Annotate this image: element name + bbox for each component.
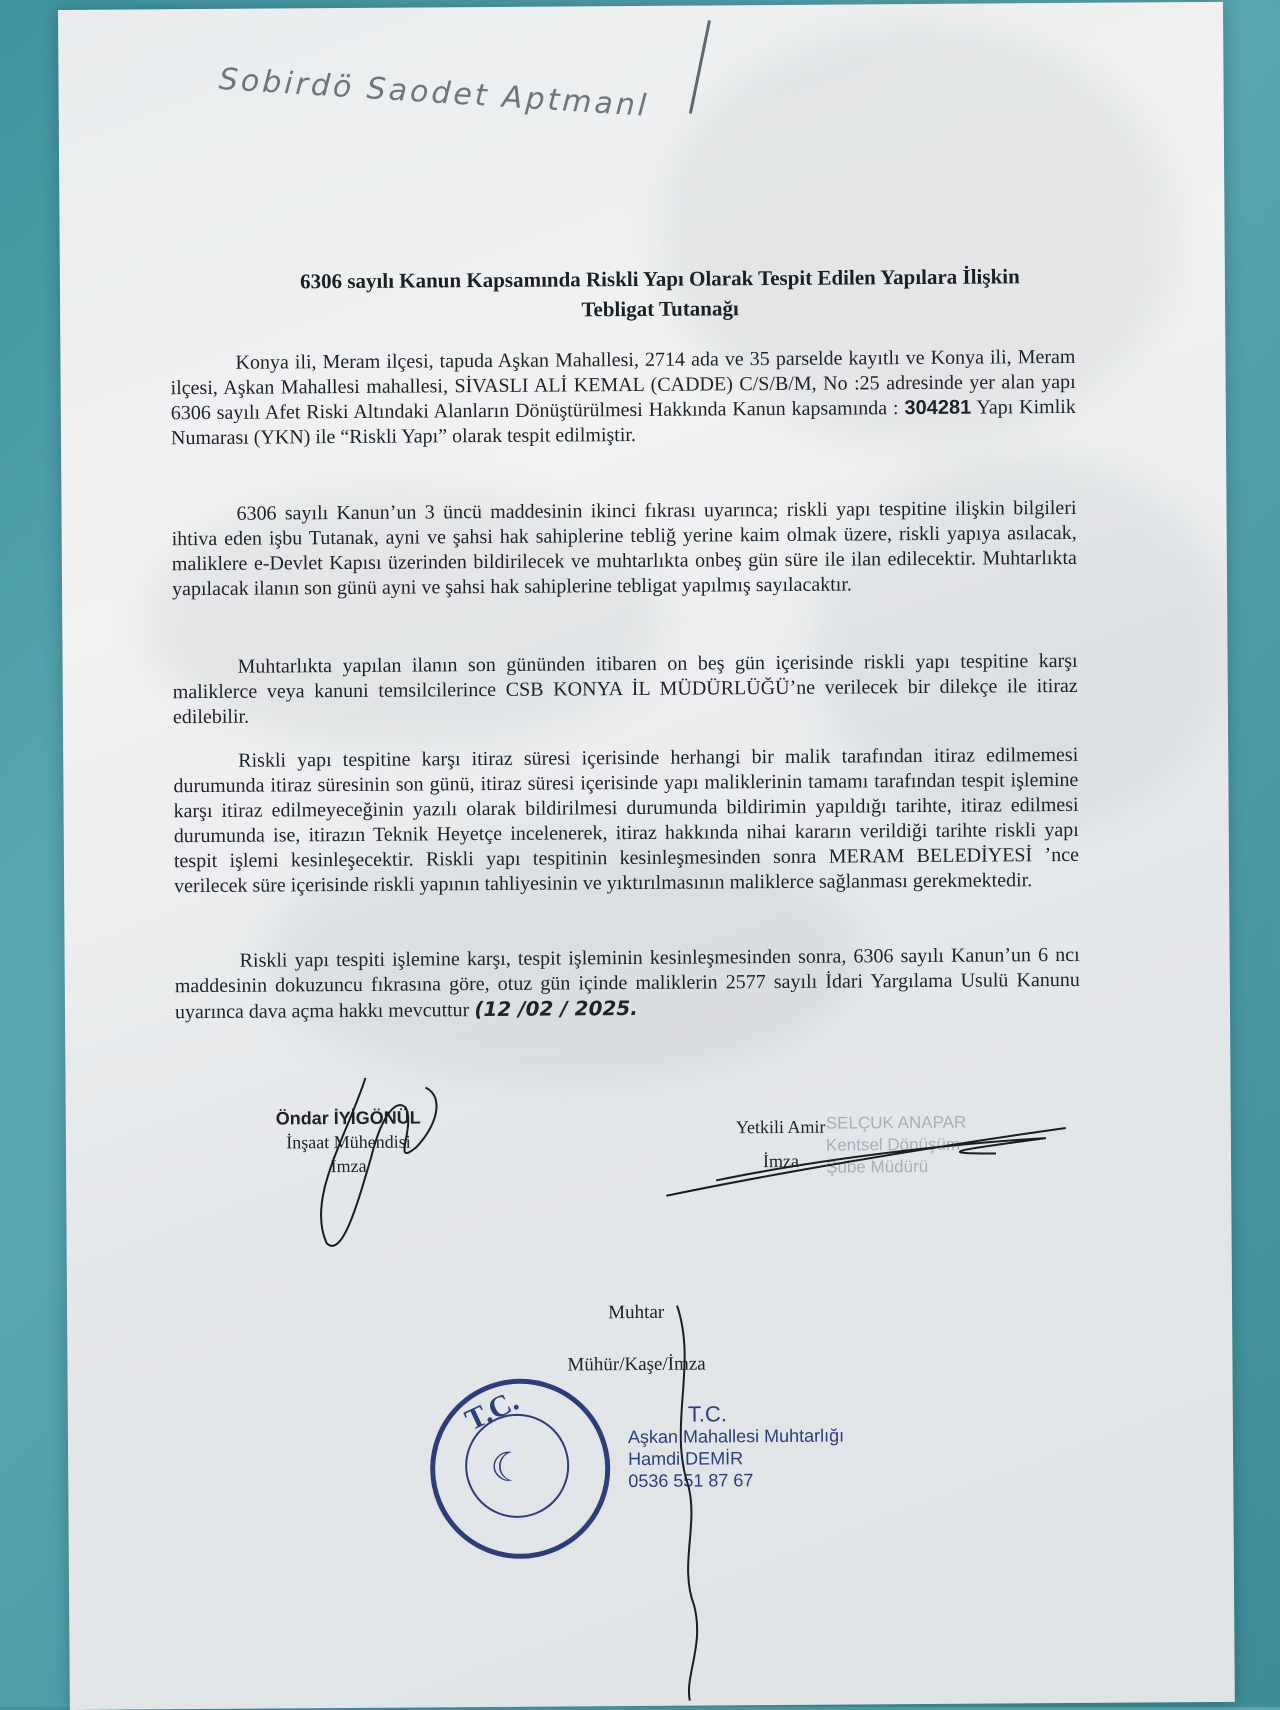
handwritten-date: (12 /02 / 2025. (474, 995, 638, 1022)
paragraph-3: Muhtarlıkta yapılan ilanın son gününden itibaren on beş gün içerisinde riskli yapı tespitine karşı maliklerce veya kanuni temsilcilerince CSB KONYA İL MÜDÜRLÜĞÜ’ne verilecek bir dilekçe ile itiraz edilebilir. (172, 649, 1078, 729)
engineer-role: İnşaat Mühendisi (286, 1131, 411, 1153)
paragraph-1: Konya ili, Meram ilçesi, tapuda Aşkan Mahallesi, 2714 ada ve 35 parselde kayıtlı ve Konya ili, Meram ilçesi, Aşkan Mahallesi mahallesi, SİVASLI ALİ KEMAL (CADDE) C/S/B/M, No :25 adresinde yer alan yapı 6306 sayılı Afet Riski Altındaki Alanların Dönüştürülmesi Hakkında Kanun kapsamında : 304281 Yapı Kimlik Numarası (YKN) ile “Riskli Yapı” olarak tespit edilmiştir. (170, 345, 1076, 450)
muhtar-signature-scribble (657, 1305, 720, 1705)
engineer-signature-scribble (285, 1057, 486, 1258)
paragraph-2: 6306 sayılı Kanun’un 3 üncü maddesinin ikinci fıkrası uyarınca; riskli yapı tespitine ilişkin bilgileri ihtiva eden işbu Tutanak, ayni ve şahsi hak sahiplerine tebliğ yerine kaim olmak üzere, riskli yapıya asılacak, maliklere e-Devlet Kapısı üzerinden bildirilecek ve muhtarlıkta onbeş gün süre ile ilan edilecektir. Muhtarlıkta yapılacak ilanın son günü ayni ve şahsi hak sahiplerine tebligat yapılmış sayılacaktır. (171, 496, 1077, 601)
title-line-2: Tebligat Tutanağı (581, 296, 739, 322)
document-title (210, 261, 1110, 327)
paragraph-5: Riskli yapı tespiti işlemine karşı, tespit işleminin kesinleşmesinden sonra, 6306 sayılı Kanun’un 6 ncı maddesinin dokuzuncu fıkrasına göre, otuz gün içinde maliklerin 2577 sayılı İdari Yargılama Usulü Kanunu uyarınca dava açma hakkı mevcuttur (12 /02 / 2025. (174, 943, 1080, 1024)
engineer-name: Öndar İYİGÖNÜL (275, 1107, 421, 1129)
muhtar-stamp-text: T.C. Aşkan Mahallesi Muhtarlığı Hamdi DEMİR 0536 551 87 67 (627, 1401, 845, 1492)
muhtar-title: Muhtar (608, 1301, 665, 1324)
title-line-1: 6306 sayılı Kanun Kapsamında Riskli Yapı Olarak Tespit Edilen Yapılara İlişkin (299, 264, 1020, 294)
handwritten-note: Sobirdö Saodet Aptmanl (217, 61, 651, 124)
muhtar-sign-label: Mühür/Kaşe/İmza (567, 1353, 706, 1376)
authority-signature-scribble (666, 1118, 1087, 1201)
document-page (58, 2, 1235, 1710)
authority-sign-label: İmza (762, 1150, 799, 1172)
round-seal (430, 1378, 611, 1559)
seal-tc: T.C. (460, 1383, 524, 1438)
engineer-sign-label: İmza (330, 1155, 367, 1177)
faint-official-stamp: SELÇUK ANAPAR Kentsel Dönüşüm Şube Müdürü (825, 1112, 967, 1177)
paragraph-4: Riskli yapı tespitine karşı itiraz süresi içerisinde herhangi bir malik tarafından itiraz edilmemesi durumunda itiraz süresinin son günü, itiraz süresi içerisinde yapı maliklerinin tamamı tarafından tespit işlemine karşı itiraz edilmeyeceğinin yazılı olarak bildirilmesi durumunda bildirimin yapıldığı tarihte, itiraz edilmesi durumunda ise, itirazın Teknik Heyetçe incelenerek, itiraz hakkında nihai kararın verildiği tarihte riskli yapı tespit işlemi kesinleşecektir. Riskli yapı tespitinin kesinleşmesinden sonra MERAM BELEDİYESİ ’nce verilecek süre içerisinde riskli yapının tahliyesinin ve yıktırılmasının maliklerce sağlanması gerekmektedir. (173, 743, 1080, 898)
authority-role: Yetkili Amir (735, 1116, 826, 1138)
crescent-star-icon: ☾ (490, 1444, 527, 1491)
ykn-number: 304281 (904, 396, 972, 420)
pen-mark (689, 20, 711, 114)
